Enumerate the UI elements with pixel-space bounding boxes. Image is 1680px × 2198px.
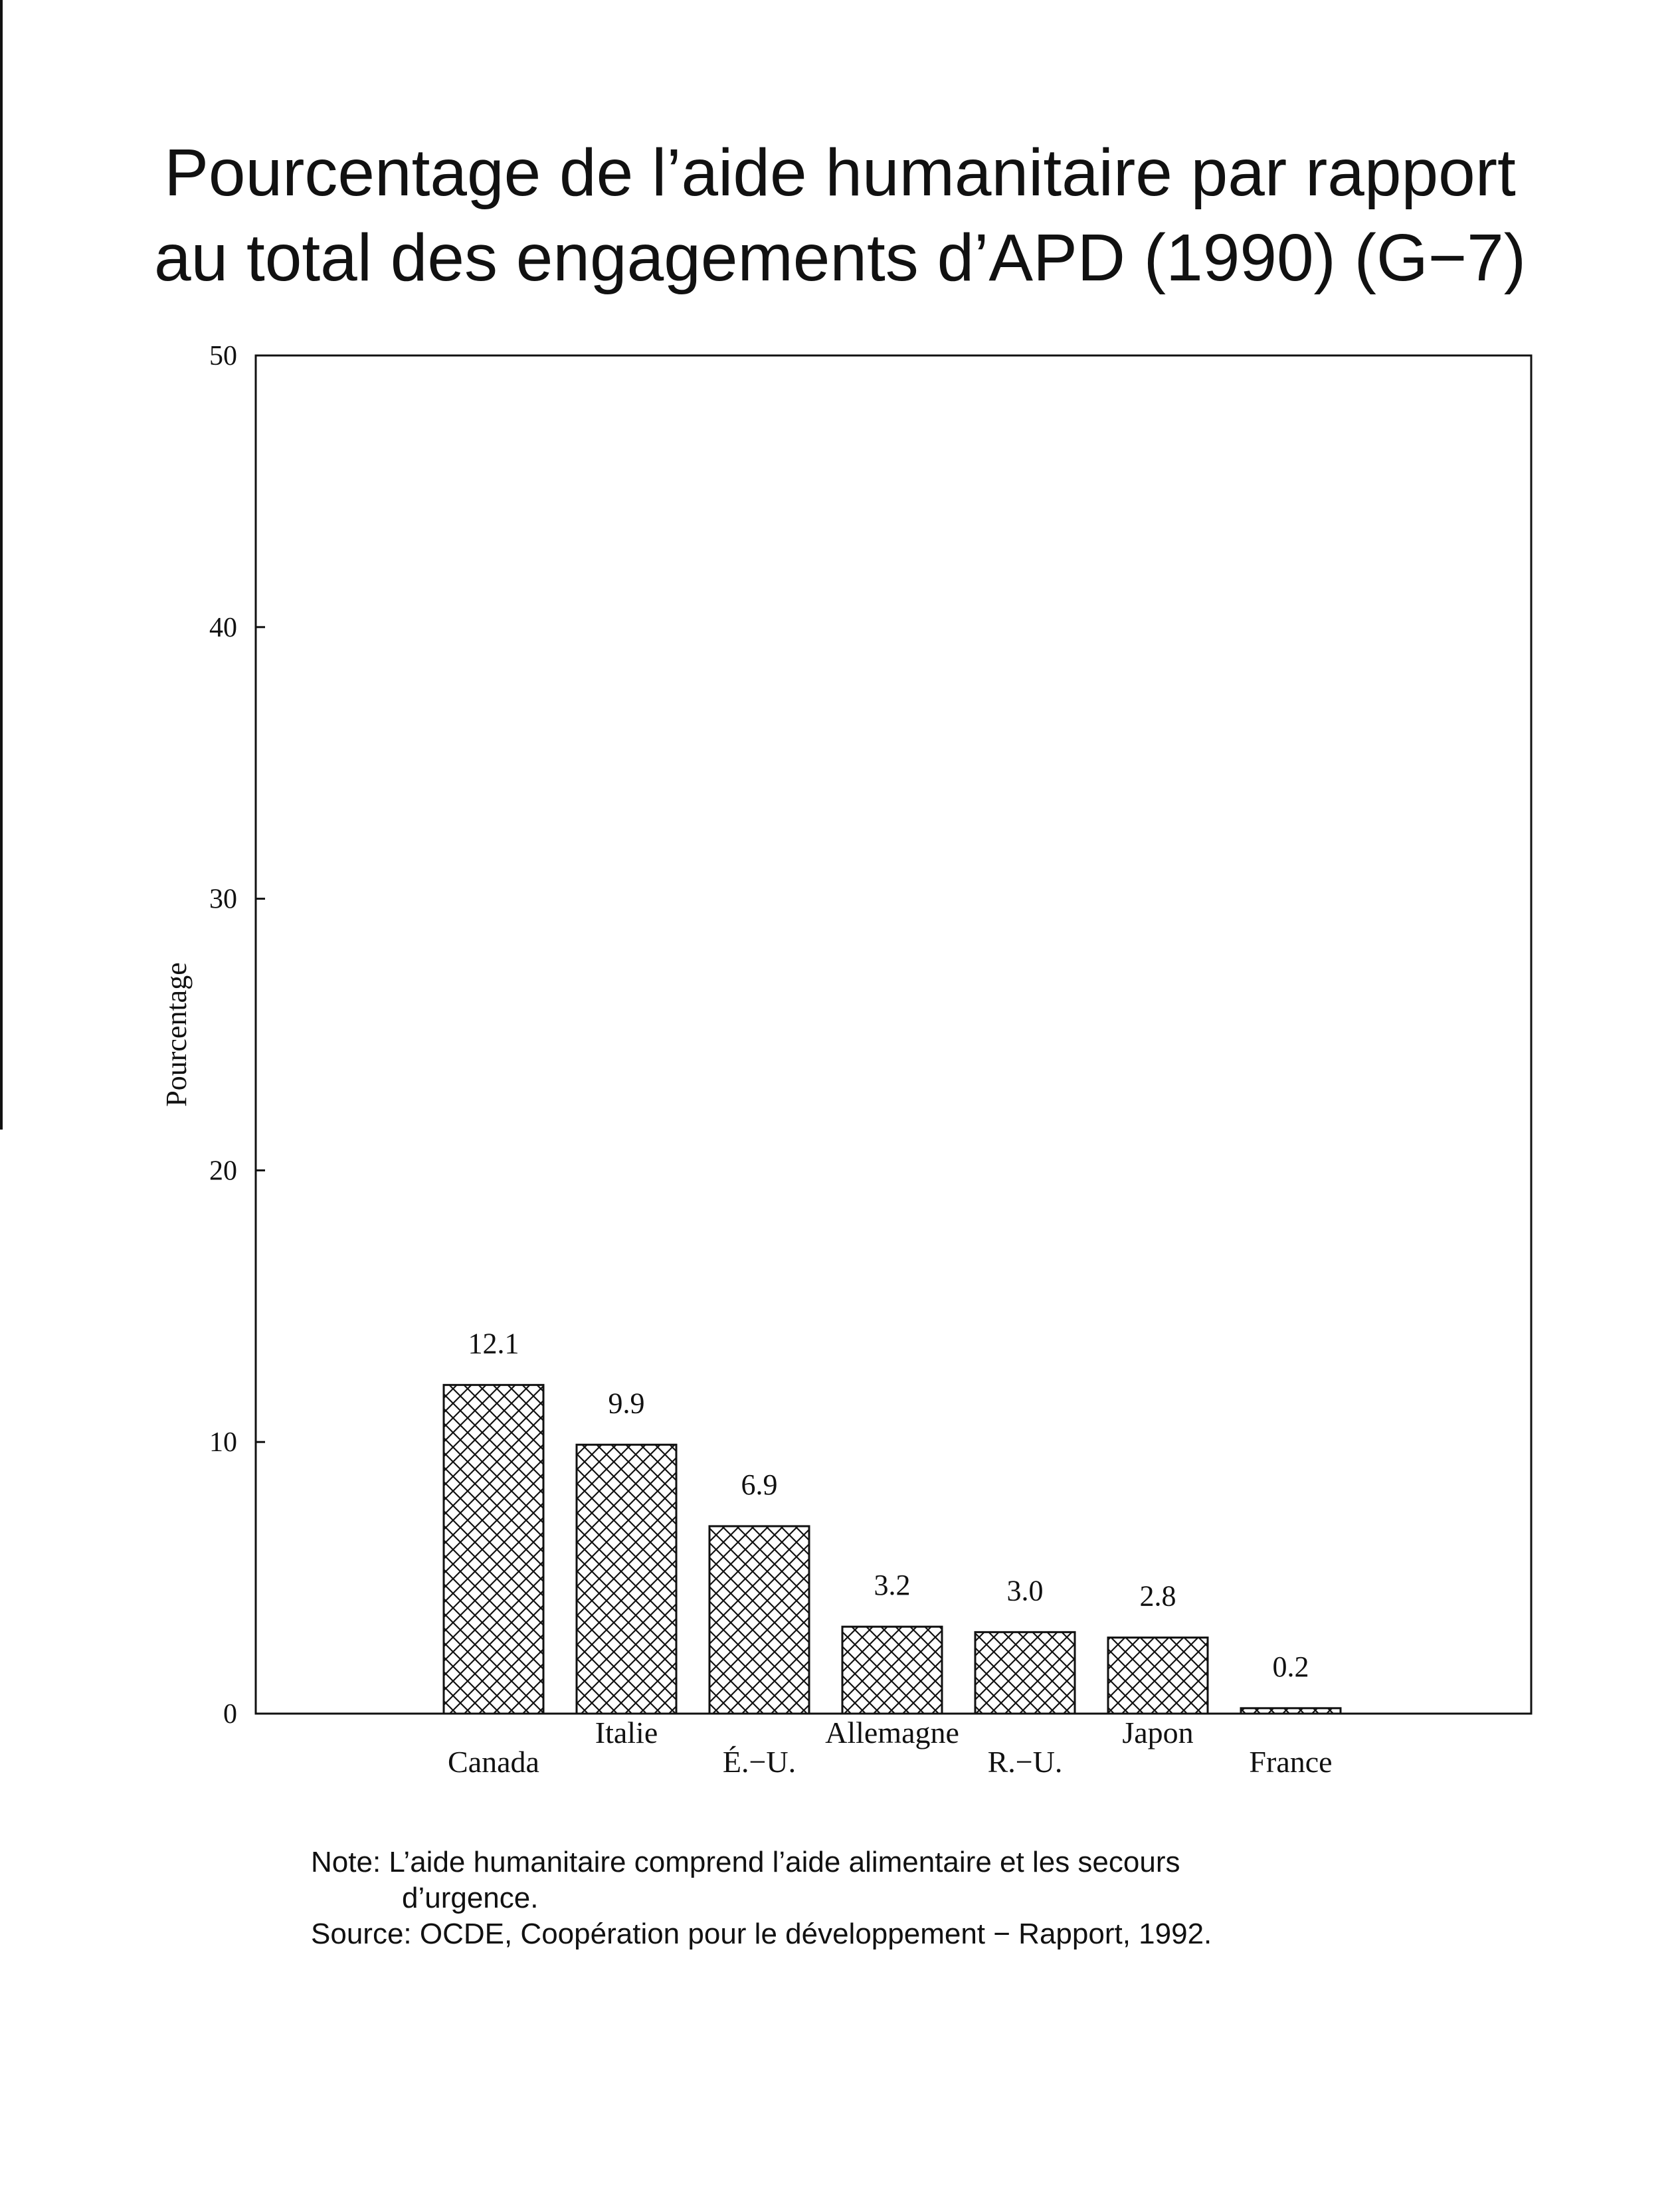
y-tick-label: 0 [223,1699,237,1730]
y-axis-title: Pourcentage [160,962,193,1107]
source-line: Source: OCDE, Coopération pour le développement − Rapport, 1992. [311,1918,1212,1950]
category-label: Canada [448,1745,539,1779]
category-label: Allemagne [825,1716,959,1749]
y-tick-label: 20 [209,1155,237,1187]
bars-group [444,1385,1341,1714]
y-tick-label: 40 [209,612,237,643]
category-label: Italie [595,1716,658,1749]
category-label: Japon [1122,1716,1194,1749]
bar [709,1526,809,1714]
bar-value-label: 3.0 [1006,1574,1044,1607]
chart-title-line-1: Pourcentage de l’aide humanitaire par rapport [164,136,1516,210]
bar [577,1445,676,1714]
bar [975,1632,1075,1714]
y-tick-label: 30 [209,884,237,915]
y-tick-label: 50 [209,341,237,371]
bar-value-label: 2.8 [1139,1579,1176,1613]
category-labels-group [448,1716,1333,1779]
note-line-2: d’urgence. [402,1882,539,1914]
notes-block [311,1845,1440,1952]
bar-value-label: 6.9 [741,1468,778,1501]
chart-title-line-2: au total des engagements d’APD (1990) (G−7) [153,221,1527,295]
bar-value-label: 0.2 [1272,1650,1309,1683]
bar [444,1385,543,1714]
category-label: France [1249,1745,1333,1779]
bar-value-label: 9.9 [608,1387,645,1420]
bar [1241,1708,1341,1714]
note-line-1: Note: L’aide humanitaire comprend l’aide alimentaire et les secours [311,1846,1180,1878]
bar-value-label: 3.2 [874,1569,911,1602]
bar [1108,1638,1208,1714]
category-label: R.−U. [987,1745,1063,1779]
bar-value-label: 12.1 [468,1327,519,1360]
category-label: É.−U. [722,1745,796,1779]
bar [842,1627,942,1714]
y-tick-label: 10 [209,1427,237,1458]
